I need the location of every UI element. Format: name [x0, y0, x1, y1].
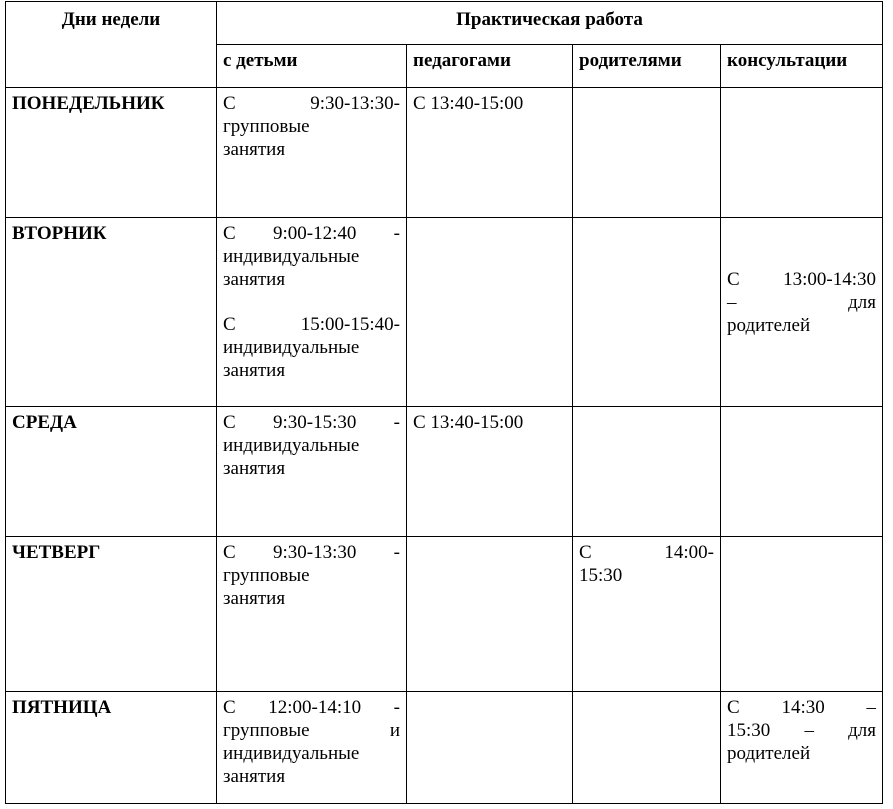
cell-consultations: [721, 218, 883, 407]
col-teachers-header: педагогами: [407, 45, 573, 88]
day-wednesday: СРЕДА: [6, 407, 217, 537]
cell-consultations: [721, 537, 883, 692]
cell-children: [217, 218, 407, 407]
time-line: С 9:30-13:30 -: [223, 542, 400, 563]
header-row: [6, 2, 883, 45]
day-monday: ПОНЕДЕЛЬНИК: [6, 88, 217, 218]
row-monday: [6, 88, 883, 218]
cell-children: [217, 407, 407, 537]
activity-text-2: индивидуальные занятия: [223, 337, 360, 381]
cell-parents: [573, 537, 721, 692]
row-thursday: [6, 537, 883, 692]
cell-parents: [573, 218, 721, 407]
activity-text: индивидуальные занятия: [223, 435, 360, 479]
consult-time: С 14:30 –: [727, 697, 876, 718]
parents-time: С 14:00-: [579, 542, 714, 563]
col-children-header: с детьми: [217, 45, 407, 88]
consult-line2: – для: [727, 292, 876, 313]
time-line: С 9:30-15:30 -: [223, 412, 400, 433]
row-friday: [6, 692, 883, 804]
time-line: С 12:00-14:10 -: [223, 697, 400, 718]
activity-text: индивидуальные занятия: [223, 743, 360, 787]
parents-rest: 15:30: [579, 565, 623, 586]
cell-parents: [573, 88, 721, 218]
col-consultations-header: консультации: [721, 45, 883, 88]
practical-work-header: Практическая работа: [217, 2, 883, 45]
consult-rest: родителей: [727, 743, 811, 764]
cell-teachers: [407, 218, 573, 407]
consult-time: С 13:00-14:30: [727, 269, 876, 290]
row-tuesday: [6, 218, 883, 407]
day-thursday: ЧЕТВЕРГ: [6, 537, 217, 692]
cell-parents: [573, 692, 721, 804]
cell-teachers: [407, 692, 573, 804]
row-wednesday: [6, 407, 883, 537]
col-parents-header: родителями: [573, 45, 721, 88]
cell-parents: [573, 407, 721, 537]
consult-rest: родителей: [727, 315, 811, 336]
cell-teachers: С 13:40-15:00: [407, 88, 573, 218]
day-tuesday: ВТОРНИК: [6, 218, 217, 407]
day-friday: ПЯТНИЦА: [6, 692, 217, 804]
cell-consultations: [721, 88, 883, 218]
activity-text: групповые занятия: [223, 565, 310, 609]
activity-line: групповые и: [223, 720, 400, 741]
consult-line2: 15:30 – для: [727, 720, 876, 741]
cell-teachers: С 13:40-15:00: [407, 407, 573, 537]
days-header: Дни недели: [6, 2, 217, 88]
time-range: 9:30-13:30-: [310, 93, 400, 114]
activity-text: индивидуальные занятия: [223, 246, 360, 290]
cell-consultations: [721, 692, 883, 804]
activity-text: групповые занятия: [223, 116, 310, 160]
cell-children: [217, 692, 407, 804]
cell-consultations: [721, 407, 883, 537]
time-line: С 9:30-13:30-: [223, 93, 400, 114]
cell-children: [217, 537, 407, 692]
time-line-2: С 15:00-15:40-: [223, 314, 400, 335]
cell-children: [217, 88, 407, 218]
schedule-table: [5, 1, 883, 804]
time-line: С 9:00-12:40 -: [223, 223, 400, 244]
cell-teachers: [407, 537, 573, 692]
